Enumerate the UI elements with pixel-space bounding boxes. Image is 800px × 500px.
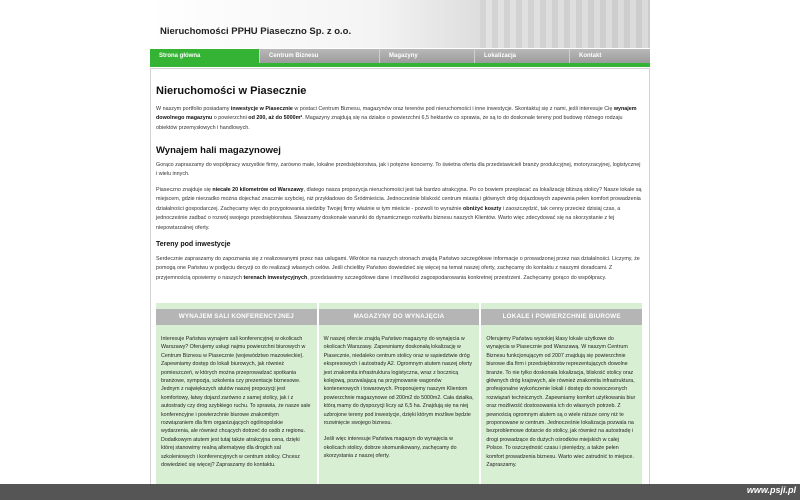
section2-paragraph: Serdecznie zapraszamy do zapoznania się z realizowanymi przez nas usługami. Wkrótce na naszych stronach znajdą Państwo szczegółowe informacje o prowadzonej przez nas działalności. Liczymy, że pomogą one Państwu w podjęciu decyzji co do realizacji własnych celów. Jeśli chcieliby Państwo dowiedzieć się więcej na temat naszej oferty, zachęcamy do kontaktu z naszymi doradcami. Z przyjemnością opowiemy o naszych terenach inwestycyjnych, przedstawimy szczegółowe dane i możliwości zagospodarowania konkretnej przestrzeni. Zachęcamy gorąco do współpracy. (156, 256, 640, 281)
section-title-investment-land: Tereny pod inwestycje (156, 241, 231, 248)
column-heading: MAGAZYNY DO WYNAJĘCIA (319, 309, 480, 325)
column-paragraph: W naszej ofercie znajdą Państwo magazyny do wynajęcia w okolicach Warszawy. Zapewniamy doskonałą lokalizację w Piasecznie, niedaleko centrum stolicy oraz w sąsiedztwie dróg ekspresowych i autostrady A2. Ogromnym atutem naszej oferty jest znakomita infrastruktura logistyczna, wraz z bocznicą kolejową, pozwalającą na przyjmowanie wagonów kontenerowych i towarowych. Proponujemy naszym Klientom powierzchnie magazynowe od 200m2 do 5000m2. Cała działka, którą mamy do dyspozycji liczy aż 6,5 ha. Znajdują się na niej uzbrojone tereny pod inwestycje, dzięki którym możliwe będzie rozwinięcie swojego biznesu. (323, 336, 474, 427)
section1-paragraph-1: Gorąco zapraszamy do współpracy wszystkie firmy, zarówno małe, lokalne przedsiębiorstwa, jak i potężne koncerny. To świetna oferta dla przedstawicieli branży produkcyjnej, motoryzacyjnej, logistycznej i wielu innych. (156, 162, 641, 178)
site-title: Nieruchomości PPHU Piaseczno Sp. z o.o. (160, 26, 352, 37)
column-text (319, 325, 480, 461)
column-text (156, 325, 317, 470)
column-paragraph: Interesuje Państwa wynajem sali konferencyjnej w okolicach Warszawy? Oferujemy usługi najmu powierzchni biurowych w Centrum Biznesu w Piasecznie (województwo mazowieckie). Zapewniamy dostęp do lokali biurowych, jak również pomieszczeń, w których można przeprowadzać spotkania branżowe, sympozja, szkolenia czy prezentacje biznesowe. Jednym z największych atutów naszej propozycji jest komfortowy, łatwy dojazd zarówno z samej stolicy, jak i z autostrady czy drog szybkiego ruchu. To sprawia, że nasze sale konferencyjne i powierzchnie biurowe znakomitym rozwiązaniem dla firm organizujących ogólnopolskie wydarzenia, ale również chcących dotrzeć do osób z regionu. Dodatkowym atutem jest tutaj także atrakcyjna cena, dzięki której stanowimy realną alternatywę dla drogich sal szkoleniowych i konferencyjnych w centrum stolicy. Chcesz dowiedzieć się więcej? Zapraszamy do kontaktu. (161, 336, 311, 469)
nav-item-home[interactable]: Strona główna (150, 49, 260, 63)
emphasis-text: niecałe 20 kilometrów od Warszawy (212, 187, 304, 193)
nav-item-warehouses[interactable]: Magazyny (380, 49, 475, 63)
nav-underline (150, 63, 650, 67)
watermark-text: www.psji.pl (746, 485, 796, 495)
watermark-bar (0, 484, 800, 500)
column-text (481, 325, 642, 470)
column-paragraph: Jeśli więc interesuje Państwa magazyn do wynajęcia w okolicach stolicy, dobrze skomunikowany, zachęcamy do skorzystania z naszej oferty. (323, 436, 457, 460)
feature-column-warehouses (319, 303, 480, 500)
feature-column-conference (156, 303, 317, 500)
emphasis-text: inwestycje w Piasecznie (230, 106, 293, 112)
nav-item-business-center[interactable]: Centrum Biznesu (260, 49, 380, 63)
main-content (150, 68, 650, 500)
intro-paragraph: W naszym portfolio posiadamy inwestycje w Piasecznie w postaci Centrum Biznesu, magazynów oraz terenów pod nieruchomości i inne inwestycje. Skontaktuj się z nami, jeśli interesuje Cię wynajem dowolnego magazynu o powierzchni od 200, aż do 5000m². Magazyny znajdują się na działce o powierzchni 6,5 hektarów co sprawia, że są to do doskonale tereny pod budowę różnego rodzaju obiektów przemysłowych i handlowych. (156, 106, 637, 131)
emphasis-text: obniżyć koszty (463, 205, 502, 212)
feature-columns (156, 303, 642, 500)
section1-paragraph-2: Piaseczno znajduje się niecałe 20 kilometrów od Warszawy, dlatego nasza propozycja nieruchomości jest tak bardzo atrakcyjna. Po co bowiem przepłacać za lokalizację bliższą stolicy? Nasze lokale są miejscem, gdzie nierzadko można dojechać znacznie szybciej, niż przykładowo do Śródmieścia. Jednocześnie bliskość centrum miasta i głównych dróg dojazdowych zapewnia pełen komfort prowadzenia działalności gospodarczej. Zachęcamy więc do przygotowania siedziby Twojej firmy właśnie w tym mieście - pozwoli to wyraźnie obniżyć koszty i zaoszczędzić, tak cenny przecież dzisiaj czas, a jednocześnie zadbać o rozwój swojego przedsiębiorstwa. Stwarzamy doskonałe warunki do dynamicznego rozkwitu biznesu naszych Klientów. Warto więc zdecydować się na skorzystanie z tej niepowtarzalnej oferty. (156, 187, 642, 231)
column-paragraph: Oferujemy Państwu wysokiej klasy lokale użytkowe do wynajęcia w Piasecznie pod Warszawą. W naszym Centrum Biznesu funkcjonującym od 2007 znajdują się powierzchnie biurowe dla firm i przedsiębiorstw reprezentujących dowolne branże. To nie tylko doskonała lokalizacja, bliskość stolicy oraz głównych dróg krajowych, ale również znakomita infrastruktura, profesjonalne wykończenie lokali i dostęp do nowoczesnych rozwiązań technicznych. Zapewniamy komfort użytkowania biur oraz możliwość dostosowania ich do własnych potrzeb. Z pewnością ogromnym atutem są o wiele niższe ceny niż te proponowane w centrum. Jednocześnie lokalizacja pozwala na bezproblemowe dotarcie do stolicy, jak również na autostradę i drogi prowadzące do dużych ośrodków miejskich w całej Polsce. To oszczędność czasu i pieniędzy, a także pełen komfort prowadzenia biznesu. Warto wiec zatrudnić to miejsce. Zapraszamy. (486, 336, 636, 469)
header-building-image (480, 0, 650, 48)
nav-item-location[interactable]: Lokalizacja (475, 49, 570, 63)
site-header (150, 0, 650, 48)
section-title-warehouse-rental: Wynajem hali magazynowej (156, 145, 281, 156)
emphasis-text: terenach inwestycyjnych (243, 274, 308, 281)
emphasis-text: wynajem dowolnego magazynu (156, 106, 637, 122)
page-title: Nieruchomości w Piasecznie (156, 85, 307, 97)
column-heading: WYNAJEM SALI KONFERENCYJNEJ (156, 309, 317, 325)
main-navigation (150, 49, 650, 63)
nav-item-contact[interactable]: Kontakt (570, 49, 650, 63)
feature-column-offices (481, 303, 642, 500)
emphasis-text: od 200, aż do 5000m² (248, 115, 303, 122)
column-heading: LOKALE I POWIERZCHNIE BIUROWE (481, 309, 642, 325)
